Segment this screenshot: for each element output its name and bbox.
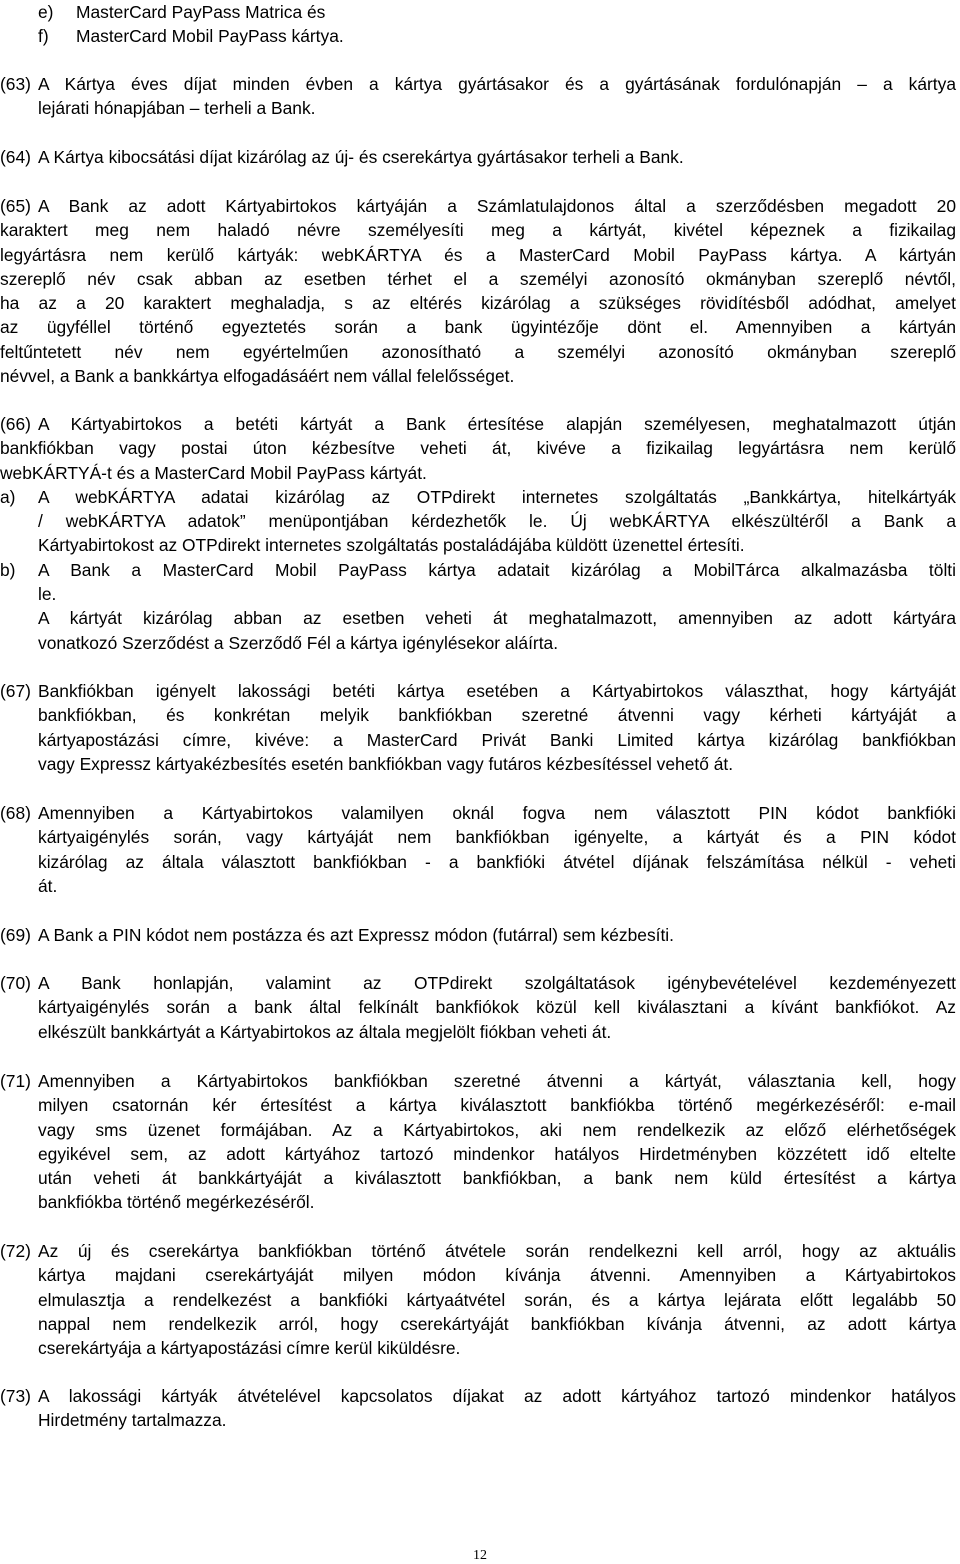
- list-item-text: MasterCard Mobil PayPass kártya.: [76, 26, 344, 47]
- paragraph-63: [0, 72, 956, 121]
- text-line: nappal nem rendelkezik arról, hogy cserekártyáját bankfiókban kívánja átvenni, az adott kártya: [38, 1313, 956, 1334]
- paragraph-69: [0, 923, 956, 947]
- text-line: A Kártya kibocsátási díjat kizárólag az új- és cserekártya gyártásakor terheli a Bank.: [38, 147, 684, 167]
- text-line: szereplő név csak abban az esetben térhet el a személyi azonosító okmányban szereplő névtől,: [0, 268, 956, 289]
- paragraph-68: [0, 801, 956, 898]
- text-line: A Kártyabirtokos a betéti kártyát a Bank értesítése alapján személyesen, meghatalmazott útján: [38, 414, 956, 434]
- text-line: vagy Expressz kártyakézbesítés esetén bankfiókban vagy futáros kézbesítéssel vehető át.: [38, 753, 734, 774]
- list-marker: e): [38, 2, 54, 22]
- list-marker: a): [0, 486, 16, 507]
- list-item-text: MasterCard PayPass Matrica és: [76, 2, 326, 22]
- text-line: kártyaigénylés során, vagy kártyáját nem bankfiókban igényelte, a kártyát és a PIN kódot: [38, 827, 956, 848]
- text-line: után veheti át bankkártyáját a kiválasztott bankfiókban, a bank nem küld értesítést a kártya: [38, 1168, 956, 1189]
- text-line: milyen csatornán kér értesítést a kártya kiválasztott bankfiókba történő megérkezéséről: e-mail: [38, 1095, 956, 1116]
- text-line: kártyaigénylés során a bank által felkínált bankfiókok közül kell kiválasztani a kívánt bankfiókot. Az: [38, 997, 956, 1018]
- text-line: A Bank a PIN kódot nem postázza és azt Expressz módon (futárral) sem kézbesíti.: [38, 925, 675, 945]
- text-line: névvel, a Bank a bankkártya elfogadásáért nem vállal felelősséget.: [0, 366, 515, 387]
- paragraph-number: (65): [0, 196, 31, 216]
- page-number: 12: [473, 1548, 487, 1563]
- text-line: A kártyát kizárólag abban az esetben veheti át meghatalmazott, amennyiben az adott kártyára: [38, 608, 956, 629]
- text-line: webKÁRTYÁ-t és a MasterCard Mobil PayPass kártyát.: [0, 462, 427, 483]
- paragraph-70: [0, 971, 956, 1044]
- text-line: elmulasztja a rendelkezést a bankfióki kártyaátvétel során, és a kártya lejárata előtt legalább 50: [38, 1289, 956, 1310]
- text-line: bankfiókban vagy postai úton kézbesítve veheti át, kivéve a fizikailag legyártásra nem kerülő: [0, 438, 956, 459]
- text-line: bankfiókban, és konkrétan melyik bankfiókban szeretné átvenni vagy kérheti kártyáját a: [38, 705, 956, 726]
- paragraph-73: [0, 1384, 956, 1433]
- text-line: bankfiókba történő megérkezéséről.: [38, 1192, 315, 1213]
- text-line: A Bank a MasterCard Mobil PayPass kártya adatait kizárólag a MobilTárca alkalmazásba tölti: [38, 559, 956, 580]
- sub-item-a: [0, 485, 956, 558]
- text-line: Amennyiben a Kártyabirtokos valamilyen oknál fogva nem választott PIN kódot bankfióki: [38, 803, 956, 823]
- paragraph-71: [0, 1069, 956, 1215]
- text-line: cserekártyája a kártyapostázási címre kerül kiküldésre.: [38, 1338, 461, 1359]
- text-line: Hirdetmény tartalmazza.: [38, 1410, 227, 1431]
- text-line: A Bank az adott Kártyabirtokos kártyáján a Számlatulajdonos által a szerződésben megadott 20: [38, 196, 956, 216]
- text-line: Amennyiben a Kártyabirtokos bankfiókban szeretné átvenni a kártyát, választania kell, hogy: [38, 1071, 956, 1091]
- paragraph-number: (71): [0, 1071, 31, 1091]
- paragraph-number: (67): [0, 681, 31, 701]
- text-line: kártyapostázási címre, kivéve: a MasterCard Privát Banki Limited kártya kizárólag bankfiókban: [38, 729, 956, 750]
- text-line: elkészült bankkártyát a Kártyabirtokos az általa megjelölt fiókban veheti át.: [38, 1021, 612, 1042]
- text-line: kizárólag az általa választott bankfiókban - a bankfióki átvétel díjának felszámítása nélkül - veheti: [38, 851, 956, 872]
- text-line: legyártásra nem kerülő kártyák: webKÁRTYA és a MasterCard Mobil PayPass kártya. A kártyán: [0, 244, 956, 265]
- text-line: vagy sms üzenet formájában. Az a Kártyabirtokos, aki nem rendelkezik az előző elérhetőségek: [38, 1119, 956, 1140]
- paragraph-number: (63): [0, 74, 31, 94]
- text-line: lejárati hónapjában – terheli a Bank.: [38, 98, 316, 119]
- paragraph-65: [0, 194, 956, 388]
- list-marker: f): [38, 26, 49, 47]
- paragraph-66: [0, 412, 956, 655]
- paragraph-number: (66): [0, 414, 31, 434]
- text-line: feltűntetett név nem egyértelműen azonosítható a személyi azonosító okmányban szereplő: [0, 341, 956, 362]
- text-line: karaktert meg nem haladó névre személyesíti meg a kártyát, kivétel képeznek a fizikailag: [0, 220, 956, 241]
- list-marker: b): [0, 559, 16, 580]
- text-line: ha az a 20 karaktert meghaladja, s az eltérés kizárólag a szükséges rövidítésből adódhat, amelyet: [0, 293, 956, 314]
- sub-item-b: [0, 558, 956, 607]
- text-line: A Bank honlapján, valamint az OTPdirekt szolgáltatások igénybevételével kezdeményezett: [38, 973, 956, 993]
- paragraph-number: (69): [0, 925, 31, 945]
- text-line: egyikével sem, az adott kártyához tartozó mindenkor hatályos Hirdetményben közzétett idő eltelte: [38, 1143, 956, 1164]
- paragraph-64: [0, 145, 956, 169]
- paragraph-number: (64): [0, 147, 31, 167]
- text-line: A Kártya éves díjat minden évben a kártya gyártásakor és a gyártásának fordulónapján – a kártya: [38, 74, 956, 94]
- text-line: át.: [38, 875, 58, 896]
- text-line: vonatkozó Szerződést a Szerződő Fél a kártya igénylésekor aláírta.: [38, 632, 559, 653]
- paragraph-67: [0, 679, 956, 776]
- text-line: / webKÁRTYA adatok” menüpontjában kérdezhetők le. Új webKÁRTYA elkészültéről a Bank a: [38, 511, 956, 532]
- text-line: A webKÁRTYA adatai kizárólag az OTPdirekt internetes szolgáltatás „Bankkártya, hitelkártyák: [38, 486, 956, 507]
- text-line: Kártyabirtokost az OTPdirekt internetes szolgáltatás postaládájába küldött üzenettel értesíti.: [38, 535, 745, 556]
- paragraph-number: (73): [0, 1386, 31, 1406]
- text-line: kártya majdani cserekártyáját milyen módon kívánja átvenni. Amennyiben a Kártyabirtokos: [38, 1265, 956, 1286]
- intro-list: [38, 0, 958, 49]
- text-line: le.: [38, 584, 57, 605]
- list-item-f: [38, 24, 958, 48]
- paragraph-number: (70): [0, 973, 31, 993]
- paragraph-72: [0, 1239, 956, 1360]
- text-line: A lakossági kártyák átvételével kapcsolatos díjakat az adott kártyához tartozó mindenkor hatályos: [38, 1386, 956, 1406]
- paragraph-number: (72): [0, 1241, 31, 1261]
- text-line: Az új és cserekártya bankfiókban történő átvétele során rendelkezni kell arról, hogy az aktuális: [38, 1241, 956, 1261]
- paragraph-number: (68): [0, 803, 31, 823]
- text-line: Bankfiókban igényelt lakossági betéti kártya esetében a Kártyabirtokos választhat, hogy kártyáját: [38, 681, 956, 701]
- list-item-e: [38, 0, 958, 24]
- text-line: az ügyféllel történő egyeztetés során a bank ügyintézője dönt el. Amennyiben a kártyán: [0, 317, 956, 338]
